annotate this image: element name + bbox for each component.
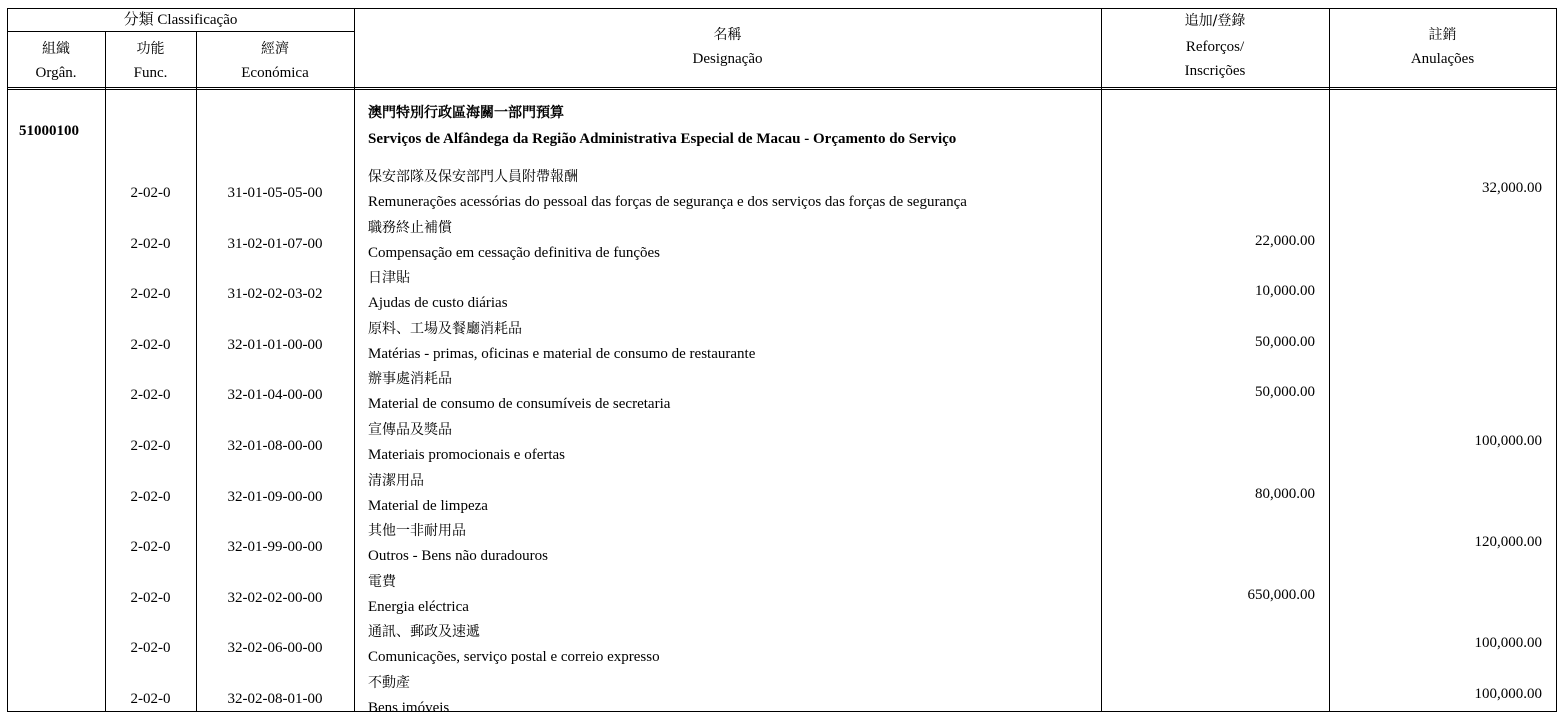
table-row — [7, 168, 1557, 218]
table-row — [7, 370, 1557, 420]
table-row — [7, 623, 1557, 673]
row-designation-zh: 其他一非耐用品 — [368, 523, 466, 539]
row-reforcos-amount: 50,000.00 — [1255, 334, 1315, 350]
row-designation-zh: 清潔用品 — [368, 473, 424, 489]
row-reforcos-amount: 22,000.00 — [1255, 233, 1315, 249]
row-func-code: 2-02-0 — [130, 590, 171, 606]
row-designation-zh: 辦事處消耗品 — [368, 371, 452, 387]
designation-header-pt: Designação — [692, 51, 763, 67]
row-econ-code: 31-02-01-07-00 — [227, 236, 323, 252]
row-designation-zh: 職務終止補償 — [368, 220, 452, 236]
table-row — [7, 573, 1557, 623]
row-anulacoes-amount: 32,000.00 — [1482, 180, 1542, 196]
table-row — [7, 674, 1557, 724]
row-designation-pt: Materiais promocionais e ofertas — [368, 447, 566, 463]
row-designation-pt: Material de limpeza — [368, 498, 488, 514]
row-econ-code: 32-02-02-00-00 — [227, 590, 323, 606]
row-designation-zh: 通訊、郵政及速遞 — [368, 624, 480, 640]
row-designation-pt: Outros - Bens não duradouros — [368, 548, 548, 564]
row-designation-pt: Bens imóveis — [368, 700, 450, 716]
row-econ-code: 32-02-08-01-00 — [227, 691, 323, 707]
row-designation-zh: 原料、工場及餐廳消耗品 — [368, 321, 522, 337]
row-reforcos-amount: 50,000.00 — [1255, 384, 1315, 400]
reforcos-header-pt-2: Inscrições — [1184, 63, 1246, 79]
row-econ-code: 32-01-08-00-00 — [227, 438, 323, 454]
row-reforcos-amount: 80,000.00 — [1255, 486, 1315, 502]
row-econ-code: 32-02-06-00-00 — [227, 640, 323, 656]
header-bottom-border-2 — [7, 89, 1557, 90]
header-bottom-border — [7, 87, 1557, 88]
row-designation-pt: Remunerações acessórias do pessoal das forças de segurança e dos serviços das forças de segurança — [368, 194, 967, 210]
organ-title-zh: 澳門特別行政區海關一部門預算 — [368, 105, 564, 121]
row-designation-pt: Material de consumo de consumíveis de secretaria — [368, 396, 671, 412]
table-row — [7, 472, 1557, 522]
row-func-code: 2-02-0 — [130, 489, 171, 505]
table-row — [7, 421, 1557, 471]
row-func-code: 2-02-0 — [130, 691, 171, 707]
table-row — [7, 219, 1557, 269]
row-econ-code: 32-01-01-00-00 — [227, 337, 323, 353]
row-designation-zh: 日津貼 — [368, 270, 410, 286]
func-header-zh: 功能 — [136, 41, 165, 57]
row-func-code: 2-02-0 — [130, 286, 171, 302]
row-econ-code: 32-01-99-00-00 — [227, 539, 323, 555]
row-func-code: 2-02-0 — [130, 337, 171, 353]
row-designation-pt: Comunicações, serviço postal e correio expresso — [368, 649, 660, 665]
row-econ-code: 32-01-04-00-00 — [227, 387, 323, 403]
table-row — [7, 522, 1557, 572]
row-reforcos-amount: 650,000.00 — [1247, 587, 1315, 603]
row-anulacoes-amount: 100,000.00 — [1474, 433, 1542, 449]
row-designation-zh: 宣傳品及獎品 — [368, 422, 452, 438]
econ-header-zh: 經濟 — [261, 41, 289, 57]
anulacoes-header-pt: Anulações — [1410, 51, 1475, 67]
row-econ-code: 32-01-09-00-00 — [227, 489, 323, 505]
organ-title-pt: Serviços de Alfândega da Região Administrativa Especial de Macau - Orçamento do Serviço — [368, 131, 957, 147]
row-reforcos-amount: 10,000.00 — [1255, 283, 1315, 299]
row-anulacoes-amount: 120,000.00 — [1474, 534, 1542, 550]
reforcos-header-zh: 追加/登錄 — [1184, 13, 1246, 29]
table-row — [7, 320, 1557, 370]
row-designation-pt: Energia eléctrica — [368, 599, 469, 615]
row-func-code: 2-02-0 — [130, 438, 171, 454]
anulacoes-header-zh: 註銷 — [1428, 27, 1457, 43]
designation-header-zh: 名稱 — [713, 27, 742, 43]
econ-header-pt: Económica — [241, 65, 309, 81]
row-designation-pt: Matérias - primas, oficinas e material de consumo de restaurante — [368, 346, 756, 362]
row-econ-code: 31-02-02-03-02 — [227, 286, 323, 302]
row-anulacoes-amount: 100,000.00 — [1474, 635, 1542, 651]
row-func-code: 2-02-0 — [130, 640, 171, 656]
table-row — [7, 269, 1557, 319]
row-designation-zh: 不動產 — [368, 675, 410, 691]
classification-header: 分類 Classificação — [123, 12, 238, 28]
row-econ-code: 31-01-05-05-00 — [227, 185, 323, 201]
row-designation-pt: Compensação em cessação definitiva de funções — [368, 245, 660, 261]
row-designation-zh: 電費 — [368, 574, 396, 590]
organ-header-pt: Orgân. — [35, 65, 77, 81]
reforcos-header-pt-1: Reforços/ — [1185, 39, 1245, 55]
row-func-code: 2-02-0 — [130, 539, 171, 555]
classification-divider — [7, 31, 354, 32]
organ-code: 51000100 — [19, 123, 79, 139]
top-border — [7, 8, 1557, 9]
func-header-pt: Func. — [133, 65, 168, 81]
organ-header-zh: 組織 — [42, 41, 70, 57]
row-func-code: 2-02-0 — [130, 236, 171, 252]
row-designation-pt: Ajudas de custo diárias — [368, 295, 508, 311]
row-designation-zh: 保安部隊及保安部門人員附帶報酬 — [368, 169, 578, 185]
row-anulacoes-amount: 100,000.00 — [1474, 686, 1542, 702]
budget-table — [7, 8, 1557, 720]
row-func-code: 2-02-0 — [130, 185, 171, 201]
row-func-code: 2-02-0 — [130, 387, 171, 403]
